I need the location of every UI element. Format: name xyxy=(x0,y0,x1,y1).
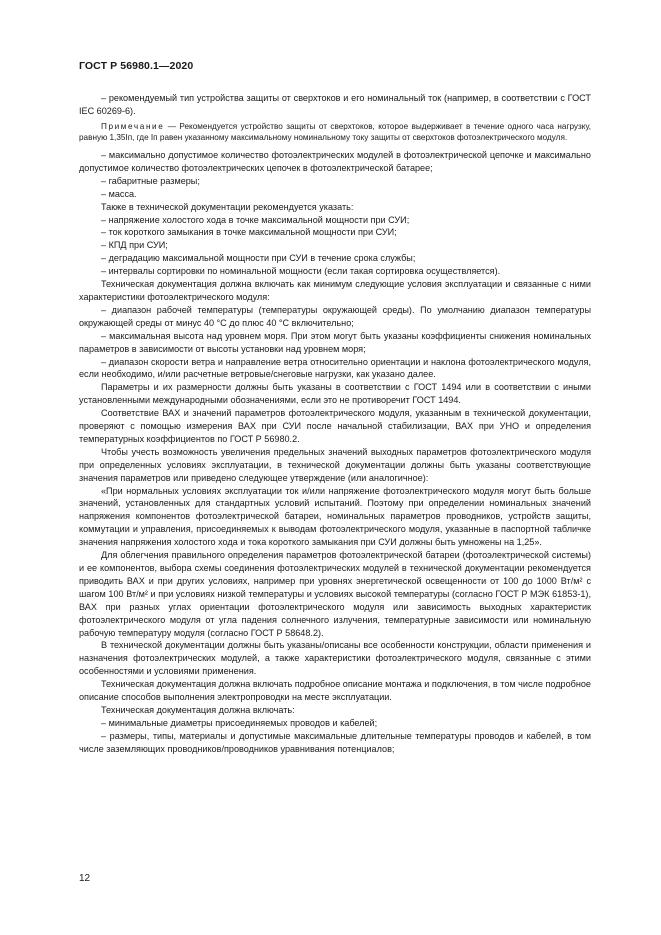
paragraph: Параметры и их размерности должны быть указаны в соответствии с ГОСТ 1494 или в соответствии с иными установленными международными обозначениями, если это не противоречит ГОСТ 1494. xyxy=(79,382,591,406)
document-header: ГОСТ Р 56980.1—2020 xyxy=(79,60,194,72)
paragraph: – минимальные диаметры присоединяемых проводов и кабелей; xyxy=(101,717,378,728)
paragraph: Для облегчения правильного определения параметров фотоэлектрической батареи (фотоэлектрической системы) и ее компонентов, выбора схемы соединения фотоэлектрических модулей в технической документации рекомендуется приводить ВАХ и при других условиях, например при уровнях энергетической освещенности от 100 до 1000 Вт/м² с шагом 100 Вт/м² и при условиях низкой температуры и условиях высокой температуры (согласно ГОСТ Р МЭК 61853-1), ВАХ при разных углах ориентации фотоэлектрического модуля или зависимость выходных характеристик фотоэлектрического модуля от угла падения солнечного излучения, температурные зависимости или номинальную рабочую температуру модуля (согласно ГОСТ Р 58648.2). xyxy=(79,550,591,638)
paragraph: – ток короткого замыкания в точке максимальной мощности при СУИ; xyxy=(101,227,397,238)
paragraph: В технической документации должны быть указаны/описаны все особенности конструкции, области применения и назначения фотоэлектрических модулей, а также характеристики фотоэлектрического модуля, связанные с этими особенностями и условиями применения. xyxy=(79,640,591,677)
paragraph: – диапазон скорости ветра и направление ветра относительно ориентации и наклона фотоэлектрического модуля, если необходимо, и/или расчетные ветровые/снеговые нагрузки, как указано далее. xyxy=(79,356,591,380)
quote-paragraph: «При нормальных условиях эксплуатации ток и/или напряжение фотоэлектрического модуля могут быть больше значений, установленных для стандартных условий испытаний. Поэтому при определении номинальных значений напряжения компонентов фотоэлектрической батареи, номинальных параметров проводников, устройств защиты, коммутации и управления, присоединяемых к выводам фотоэлектрического модуля, указанные в паспортной табличке значения напряжения холостого хода и тока короткого замыкания при СУИ должны быть умножены на 1,25». xyxy=(79,485,591,548)
note xyxy=(79,121,591,144)
paragraph: – максимальная высота над уровнем моря. При этом могут быть указаны коэффициенты снижения номинальных параметров в зависимости от высоты установки над уровнем моря; xyxy=(79,330,591,354)
document-body xyxy=(79,92,591,756)
page-number: 12 xyxy=(79,873,91,884)
paragraph: Техническая документация должна включать подробное описание монтажа и подключения, в том числе подробное описание способов выполнения электропроводки на месте эксплуатации. xyxy=(79,679,591,703)
paragraph: Соответствие ВАХ и значений параметров фотоэлектрического модуля, указанным в технической документации, проверяют с помощью измерения ВАХ при СУИ после начальной стабилизации, ВАХ при УНО и определения температурных коэффициентов по ГОСТ Р 56980.2. xyxy=(79,408,591,444)
paragraph: – масса. xyxy=(101,188,137,199)
paragraph: – деградацию максимальной мощности при СУИ в течение срока службы; xyxy=(101,253,416,264)
paragraph: – рекомендуемый тип устройства защиты от сверхтоков и его номинальный ток (например, в соответствии с ГОСТ IEC 60269-6). xyxy=(79,93,591,116)
paragraph: Техническая документация должна включать: xyxy=(101,704,295,715)
paragraph: – КПД при СУИ; xyxy=(101,240,168,251)
paragraph: Чтобы учесть возможность увеличения предельных значений выходных параметров фотоэлектрического модуля при определенных условиях эксплуатации, в технической документации должны быть указаны соответствующие значения параметров или приведено следующее утверждение (или аналогичное): xyxy=(79,446,591,483)
paragraph: – размеры, типы, материалы и допустимые максимальные длительные температуры проводов и кабелей, в том числе заземляющих проводников/проводников уравнивания потенциалов; xyxy=(79,730,591,754)
paragraph: – напряжение холостого хода в точке максимальной мощности при СУИ; xyxy=(101,214,410,225)
note-text: — Рекомендуется устройство защиты от сверхтоков, которое выдерживает в течение одного часа нагрузку, равную 1,35Iп, где Iп равен указанному максимальному номинальному току защиты от сверхтоков фотоэлектрического модуля. xyxy=(79,121,591,143)
paragraph: Также в технической документации рекомендуется указать: xyxy=(101,201,354,212)
paragraph: Техническая документация должна включать как минимум следующие условия эксплуатации и связанные с ними характеристики фотоэлектрического модуля: xyxy=(79,279,591,302)
note-label: Примечание xyxy=(101,121,165,131)
paragraph: – интервалы сортировки по номинальной мощности (если такая сортировка осуществляется). xyxy=(101,266,501,277)
paragraph: – диапазон рабочей температуры (температуры окружающей среды). По умолчанию диапазон температуры окружающей среды от минус 40 °С до плюс 40 °С включительно; xyxy=(79,304,591,328)
paragraph: – габаритные размеры; xyxy=(101,175,200,186)
paragraph: – максимально допустимое количество фотоэлектрических модулей в фотоэлектрической цепочке и максимально допустимое количество фотоэлектрических цепочек в фотоэлектрической батарее; xyxy=(79,150,591,173)
